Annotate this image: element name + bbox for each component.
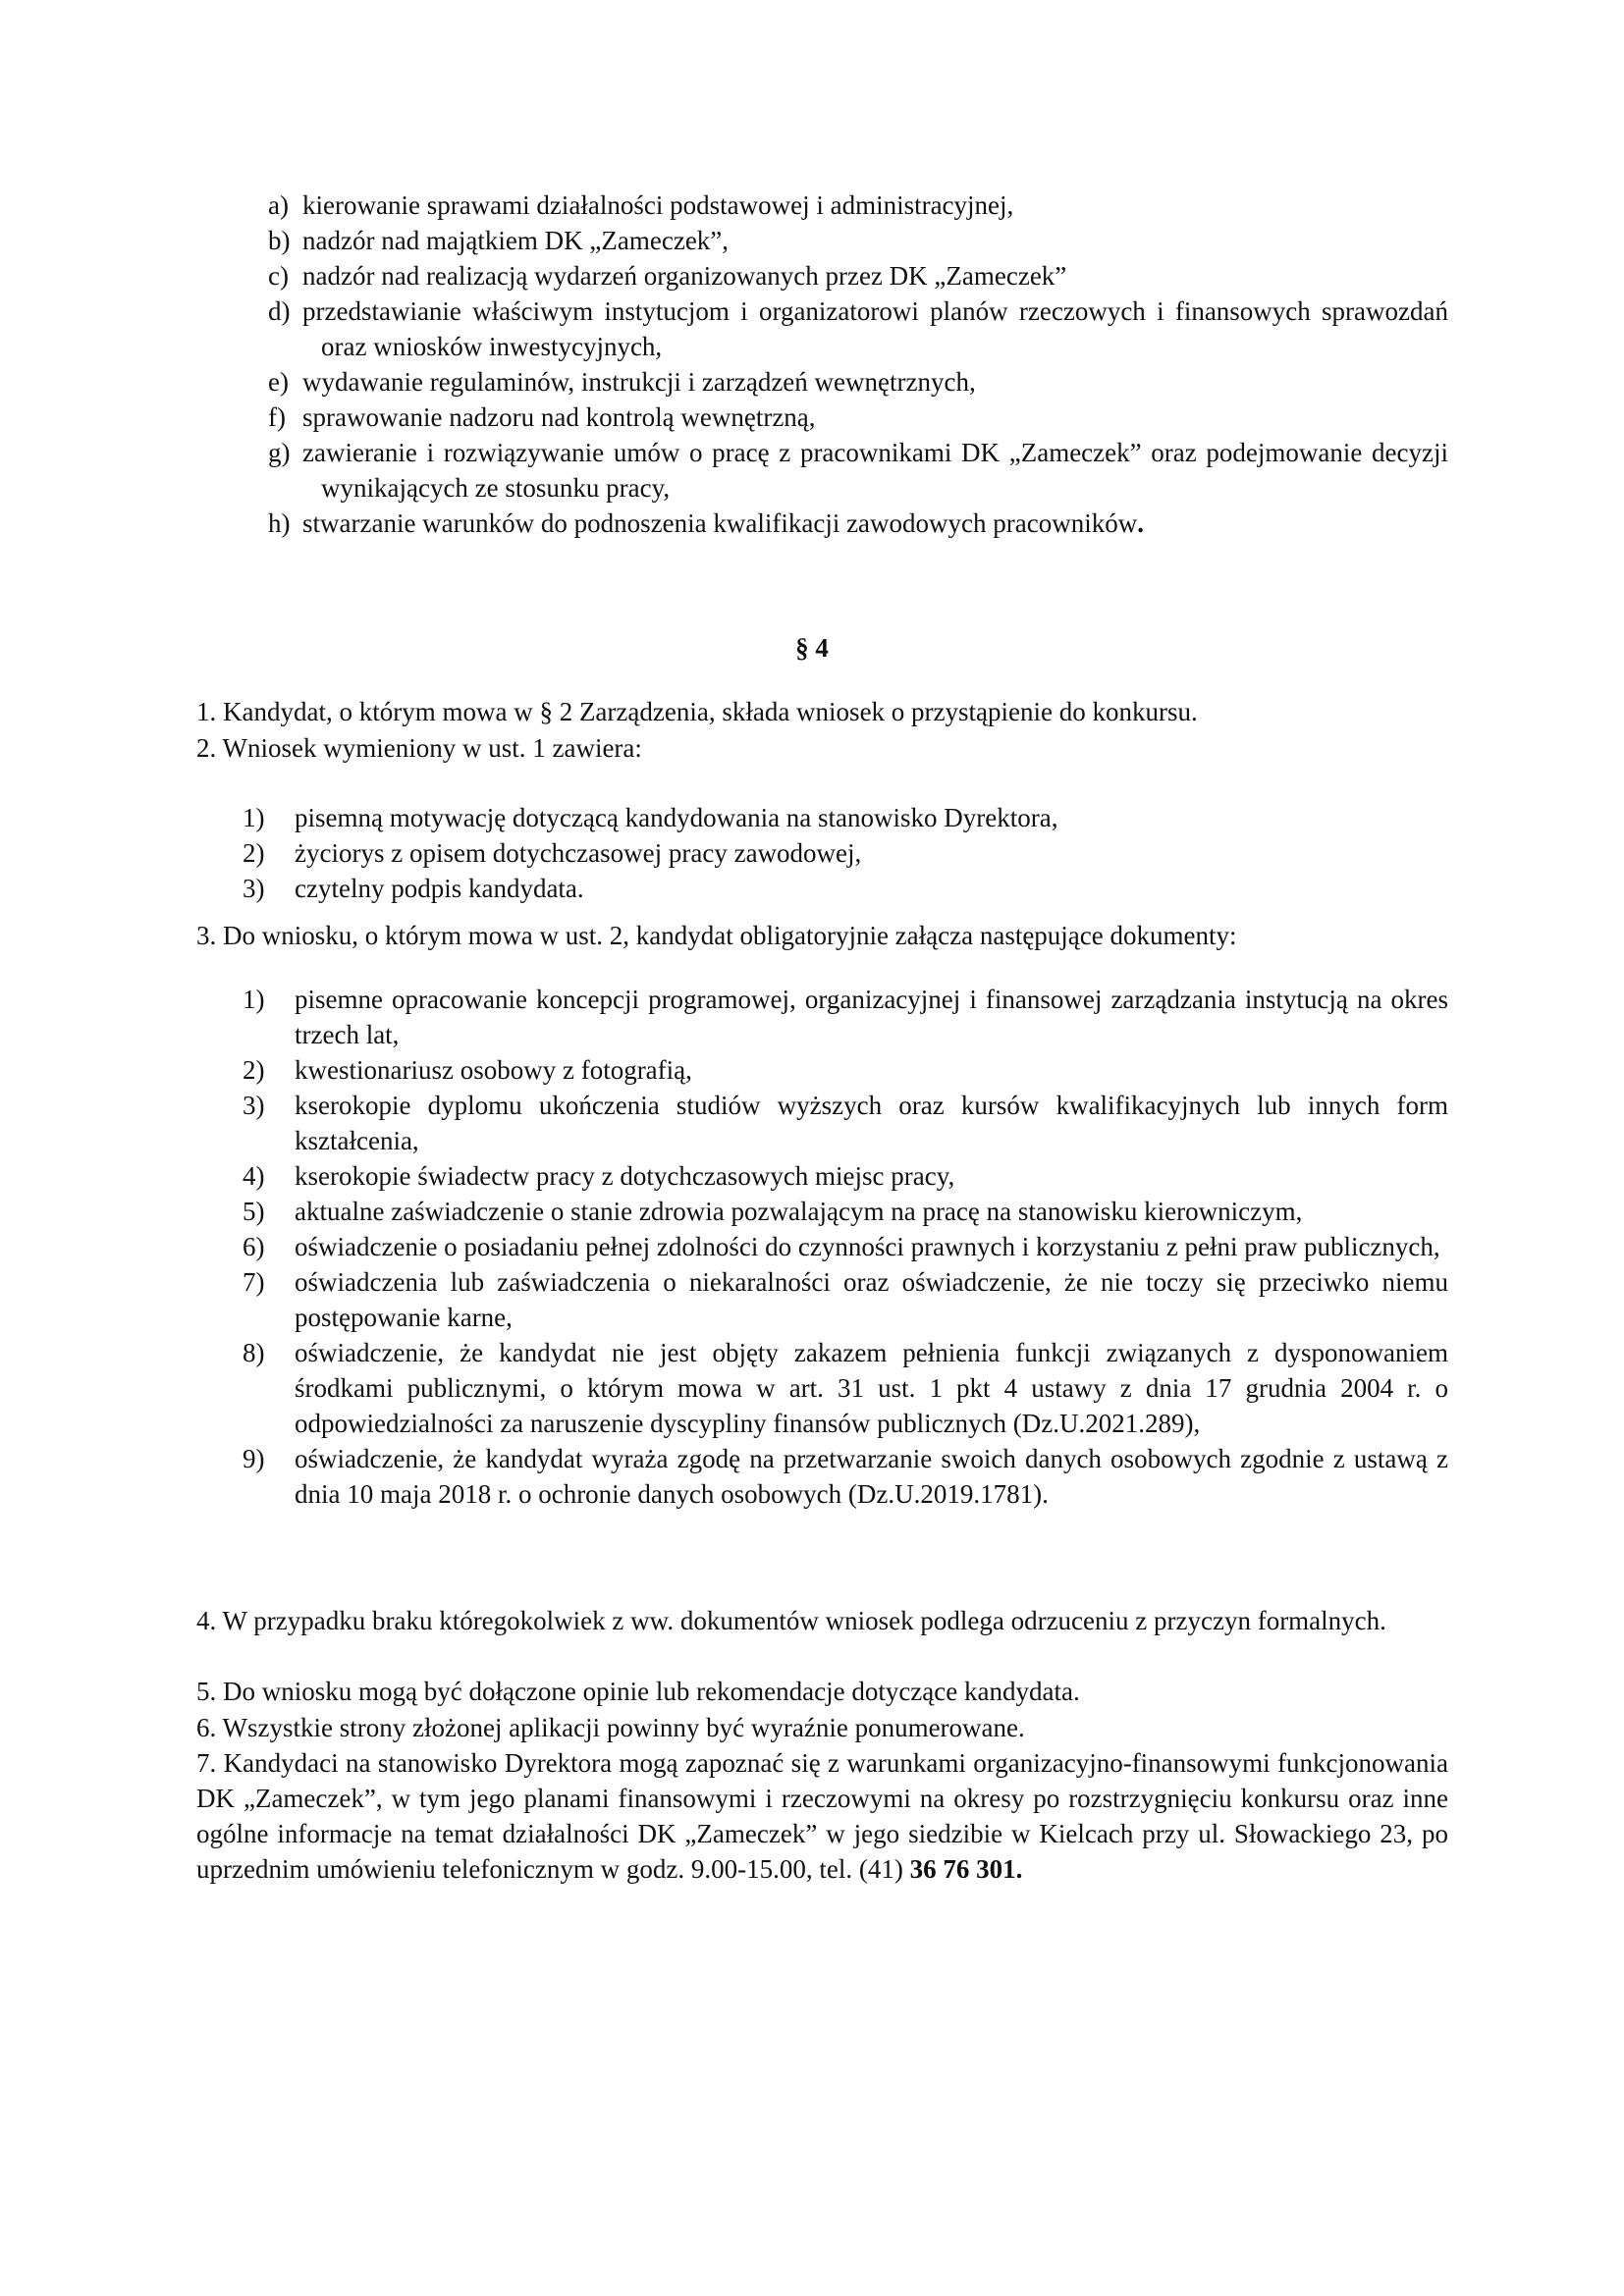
paragraph-7 [196,1745,1448,1887]
paragraph-7-text: 7. Kandydaci na stanowisko Dyrektora mogą zapoznać się z warunkami organizacyjno-finansowymi funkcjonowania DK „Zameczek”, w tym jego planami finansowymi i rzeczowymi na okresy po rozstrzygnięciu konkursu oraz inne ogólne informacje na temat działalności DK „Zameczek” w jego siedzibie w Kielcach przy ul. Słowackiego 23, po uprzednim umówieniu telefonicznym w godz. 9.00-15.00, tel. (41) [196,1748,1448,1884]
paragraph-1: 1. Kandydat, o którym mowa w § 2 Zarządzenia, składa wniosek o przystąpienie do konkursu. [196,697,1198,726]
list-item-text: pisemną motywację dotyczącą kandydowania na stanowisko Dyrektora, [295,803,1058,832]
phone-number: 36 76 301. [909,1854,1023,1884]
list-item-text: sprawowanie nadzoru nad kontrolą wewnętrzną, [302,402,816,432]
list-item-text: pisemne opracowanie koncepcji programowej, organizacyjnej i finansowej zarządzania instytucją na okres trzech lat, [295,985,1448,1049]
list-item: e) wydawanie regulaminów, instrukcji i zarządzeń wewnętrznych, [268,367,976,397]
list-marker: 3) [243,1091,265,1120]
list-marker: 3) [243,874,265,903]
list-item: g) zawieranie i rozwiązywanie umów o pracę z pracownikami DK „Zameczek” oraz podejmowanie decyzji wynikających ze stosunku pracy, [268,438,1448,503]
list-item [243,1264,1448,1335]
list-marker: 1) [243,985,265,1014]
list-item-text: nadzór nad majątkiem DK „Zameczek”, [302,226,730,255]
list-item: d) przedstawianie właściwym instytucjom i organizatorowi planów rzeczowych i finansowych sprawozdań oraz wniosków inwestycyjnych, [268,296,1448,361]
section-heading: § 4 [795,633,829,663]
list-item-text: życiorys z opisem dotychczasowej pracy zawodowej, [295,838,862,868]
list-item-suffix: . [1137,508,1144,538]
list-item-text: kserokopie świadectw pracy z dotychczasowych miejsc pracy, [295,1161,955,1191]
list-item: b) nadzór nad majątkiem DK „Zameczek”, [268,226,730,255]
paragraph-4: 4. W przypadku braku któregokolwiek z ww. dokumentów wniosek podlega odrzuceniu z przyczyn formalnych. [196,1606,1386,1635]
director-duties-list [268,187,1448,541]
paragraph-6: 6. Wszystkie strony złożonej aplikacji powinny być wyraźnie ponumerowane. [196,1713,1025,1742]
list-marker: 2) [243,1055,265,1085]
list-item [243,1194,1448,1229]
list-item-text: aktualne zaświadczenie o stanie zdrowia pozwalającym na pracę na stanowisku kierowniczym, [295,1197,1303,1226]
list-item-text: stwarzanie warunków do podnoszenia kwalifikacji zawodowych pracowników [302,508,1138,538]
list-item-text: nadzór nad realizacją wydarzeń organizowanych przez DK „Zameczek” [302,261,1067,291]
list-marker: 8) [243,1338,265,1367]
list-item [243,1052,1448,1088]
list-item-text: przedstawianie właściwym instytucjom i organizatorowi planów rzeczowych i finansowych sprawozdań oraz wniosków inwestycyjnych, [302,296,1448,361]
list-item [243,1229,1448,1264]
list-item: h) stwarzanie warunków do podnoszenia kwalifikacji zawodowych pracowników. [268,508,1144,538]
list-item-text: kierowanie sprawami działalności podstawowej i administracyjnej, [302,190,1014,220]
list-item-text: zawieranie i rozwiązywanie umów o pracę z pracownikami DK „Zameczek” oraz podejmowanie decyzji wynikających ze stosunku pracy, [302,438,1448,503]
list-marker: 9) [243,1444,265,1473]
list-item-text: oświadczenie, że kandydat nie jest objęty zakazem pełnienia funkcji związanych z dysponowaniem środkami publicznymi, o którym mowa w art. 31 ust. 1 pkt 4 ustawy z dnia 17 grudnia 2004 r. o odpowiedzialności za naruszenie dyscypliny finansów publicznych (Dz.U.2021.289), [295,1338,1448,1438]
list-marker: 6) [243,1232,265,1261]
list-item [243,1441,1448,1512]
list-item-text: oświadczenie o posiadaniu pełnej zdolności do czynności prawnych i korzystaniu z pełni praw publicznych, [295,1232,1440,1261]
list-item [243,982,1448,1052]
list-item-text: oświadczenie, że kandydat wyraża zgodę na przetwarzanie swoich danych osobowych zgodnie z ustawą z dnia 10 maja 2018 r. o ochronie danych osobowych (Dz.U.2019.1781). [295,1444,1448,1509]
list-marker: 2) [243,838,265,868]
list-marker: 7) [243,1267,265,1297]
list-item [243,1158,1448,1194]
list-item [243,1088,1448,1158]
required-documents-list [243,982,1448,1512]
list-item [243,800,1448,835]
list-item-text: oświadczenia lub zaświadczenia o niekaralności oraz oświadczenie, że nie toczy się przeciwko niemu postępowanie karne, [295,1267,1448,1332]
list-item [243,835,1448,871]
list-item [243,1335,1448,1441]
application-contents-list [243,800,1448,906]
list-marker: 4) [243,1161,265,1191]
list-item [243,871,1448,906]
list-marker: 5) [243,1197,265,1226]
paragraph-5: 5. Do wniosku mogą być dołączone opinie lub rekomendacje dotyczące kandydata. [196,1677,1080,1706]
list-item: c) nadzór nad realizacją wydarzeń organizowanych przez DK „Zameczek” [268,261,1067,291]
list-item-text: kserokopie dyplomu ukończenia studiów wyższych oraz kursów kwalifikacyjnych lub innych form kształcenia, [295,1091,1448,1155]
list-item-text: wydawanie regulaminów, instrukcji i zarządzeń wewnętrznych, [302,367,976,397]
list-item-text: czytelny podpis kandydata. [295,874,584,903]
list-item-text: kwestionariusz osobowy z fotografią, [295,1055,692,1085]
paragraph-3: 3. Do wniosku, o którym mowa w ust. 2, kandydat obligatoryjnie załącza następujące dokumenty: [196,921,1237,950]
paragraph-2: 2. Wniosek wymieniony w ust. 1 zawiera: [196,733,642,763]
list-item: a) kierowanie sprawami działalności podstawowej i administracyjnej, [268,190,1014,220]
list-item: f) sprawowanie nadzoru nad kontrolą wewnętrzną, [268,402,816,432]
list-marker: 1) [243,803,265,832]
